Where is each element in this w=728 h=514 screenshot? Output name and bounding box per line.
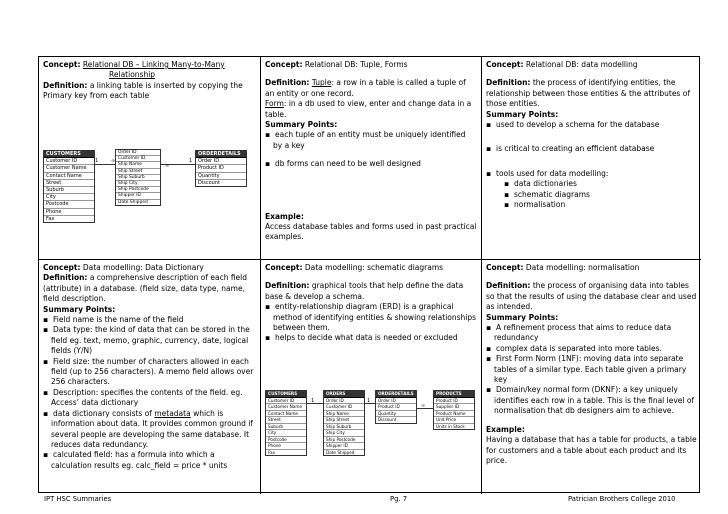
table-field: Customer ID [44,158,94,165]
summary-point: ▪ complex data is separated into more tables. [486,344,697,354]
table-field: Order ID [376,398,416,405]
definition: Definition: graphical tools that help define the data base & develop a schema. [265,281,464,301]
table-field: Suburb [266,424,306,431]
summary-point: ▪ A refinement process that aims to reduce data redundancy [486,323,697,344]
concept-line: Concept: Relational DB – Linking Many-to-Many [43,60,225,69]
table-field: Order ID [196,158,246,165]
cell-schematic-diagrams: Concept: Data modelling: schematic diagrams Definition: graphical tools that help define the data base & develop a schema. ▪ entity-relationship diagram (ERD) is a graphical method of identifying entities & showing relationships between them. ▪ helps to decide what data is needed or excluded CUSTOMERS Customer ID Customer Name Contact Name Street Suburb City Postcode Phone Fax ORDERS Order ID Customer ID Ship Name Ship Street Ship Suburb Ship City Ship Postcode Shipper ID Date Shipped ORDERDETAILS Order ID Product ID Quantity Discount PRODUCTS Product ID Supplier ID Product Name Unit Price Units in Stock 1 1 ∞ [261,260,482,494]
summary-point: ▪ calculated field: has a formula into which a calculation results eg. calc_field = price * units [43,450,256,471]
summary-point: ▪ Field name is the name of the field [43,315,256,325]
footer-right: Patrician Brothers College 2010 [568,495,676,503]
table-field: Shipper ID [324,443,364,450]
summary-point: ▪ data dictionary consists of metadata which is information about data. It provides common ground if several people are developing the same database. It reduces data redundancy. [43,409,256,451]
summary-point: ▪ db forms can need to be well designed [265,159,477,169]
cell-data-dictionary [39,260,261,494]
table-field: Fax [46,215,55,222]
example-text: Having a database that has a table for products, a table for customers and a table about each product and its price. [486,435,697,465]
summary-point: ▪ Domain/key normal form (DKNF): a key uniquely identifies each row in a table. This is the final level of normalisation that db designers aim to achieve. [486,385,697,416]
summary-label: Summary Points: [265,120,338,130]
concept-line: Concept: Relational DB: Tuple, Forms [265,60,408,69]
table-orderdetails: ORDERDETAILS Order ID Product ID Quantity Discount [375,390,417,424]
concept-line: Concept: Data modelling: Data Dictionary [43,263,204,272]
table-field: Product ID [376,404,416,411]
table-field: Order ID [324,398,364,405]
table-field: Quantity [376,411,416,418]
table-field: Product ID [196,165,246,172]
table-field: Ship Name [324,411,364,418]
definition: Definition: the process of identifying entities, the relationship between those entities & the attributes of those entities. [486,78,690,109]
table-field: Contact Name [44,173,94,180]
form-definition: Form: in a db used to view, enter and change data in a table. [265,99,472,119]
summary-point: ▪ used to develop a schema for the database [486,120,697,130]
example-label: Example: [265,211,304,221]
table-products: PRODUCTS Product ID Supplier ID Product Name Unit Price Units in Stock [433,390,475,430]
table-field: Product Name [434,411,474,418]
concept-line: Concept: Data modelling: schematic diagrams [265,263,444,272]
table-field: Ship Suburb [116,175,160,181]
table-field: Postcode [44,201,94,208]
table-orderdetails: ORDERDETAILS Order ID Product ID Quantity Discount [195,150,247,187]
summary-point: ▪ tools used for data modelling: [486,169,697,179]
summary-point: ▪ entity-relationship diagram (ERD) is a graphical method of identifying entities & showing relationships between them. [265,302,477,333]
table-field: Street [44,180,94,187]
sub-point: ▪ data dictionaries [486,179,697,189]
summary-point: ▪ First Form Norm (1NF): moving data into separate tables of a similar type. Each table given a primary key [486,354,697,385]
cell-tuple-forms [261,57,482,260]
table-field: Units in Stock [436,423,465,429]
footer-page-number: Pg. 7 [390,495,408,503]
table-field: Ship Street [324,417,364,424]
cell-many-to-many: Concept: Relational DB – Linking Many-to-Many Relationship Definition: a linking table is inserted by copying the Primary key from each table CUSTOMERS Customer ID Customer Name Contact Name Street Suburb City Postcode Phone Fax Order ID Customer ID Ship Name Ship Street Ship Suburb Ship City Ship Postcode Shipper ID Date Shipped ORDERDETAILS Order ID Product ID Quantity Discount 1 ∞ ∞ 1 [39,57,261,260]
table-field: Ship City [324,430,364,437]
table-field: Fax [268,449,276,455]
concept-line: Concept: Data modelling: normalisation [486,263,640,272]
table-field: Customer ID [266,398,306,405]
definition: Definition: a linking table is inserted by copying the Primary key from each table [43,80,243,101]
example-label: Example: [486,424,525,434]
summary-point: ▪ is critical to creating an efficient database [486,144,697,154]
definition: Definition: Tuple: a row in a table is called a tuple of an entity or one record. [265,78,466,98]
table-field: Ship Postcode [324,437,364,444]
definition: Definition: a comprehensive description of each field (attribute) in a database. (field size, data type, name, field description. [43,273,248,304]
table-field: Ship Name [116,162,160,168]
table-field: Customer ID [324,404,364,411]
table-field: Unit Price [434,417,474,424]
table-orders: ORDERS Order ID Customer ID Ship Name Ship Street Ship Suburb Ship City Ship Postcode Shipper ID Date Shipped [323,390,365,456]
table-customers: CUSTOMERS Customer ID Customer Name Contact Name Street Suburb City Postcode Phone Fax [43,150,95,223]
concept-line: Concept: Relational DB: data modelling [486,60,638,69]
summary-grid [38,56,700,493]
table-field: Ship Street [116,169,160,175]
table-field: Customer ID [116,156,160,162]
table-field: Suburb [44,187,94,194]
footer-left: IPT HSC Summaries [44,495,112,503]
table-field: Discount [198,179,220,186]
table-field: Contact Name [266,411,306,418]
summary-point: ▪ Description: specifies the contents of the field. eg. Access’ data dictionary [43,388,256,409]
table-field: Customer Name [44,165,94,172]
summary-label: Summary Points: [486,312,559,322]
table-field: Quantity [196,173,246,180]
table-field: Ship Suburb [324,424,364,431]
summary-point: ▪ Data type: the kind of data that can be stored in the field eg. text, memo, graphic, currency, date, logical fields (Y/N) [43,325,256,356]
summary-point: ▪ each tuple of an entity must be uniquely identified by a key [265,130,477,151]
table-field: City [266,430,306,437]
example-text: Access database tables and forms used in past practical examples. [265,222,477,242]
table-customers: CUSTOMERS Customer ID Customer Name Contact Name Street Suburb City Postcode Phone Fax [265,390,307,456]
summary-point: ▪ helps to decide what data is needed or excluded [265,333,477,343]
summary-label: Summary Points: [43,304,116,314]
sub-point: ▪ normalisation [486,200,697,210]
table-field: Phone [44,209,94,216]
table-field: Product ID [434,398,474,405]
table-field: Customer Name [266,404,306,411]
table-field: Ship City [116,181,160,187]
table-orders [115,149,161,206]
cell-normalisation [482,260,701,494]
table-field: Postcode [266,437,306,444]
sub-point: ▪ schematic diagrams [486,190,697,200]
table-field: City [44,194,94,201]
cell-data-modelling [482,57,701,260]
table-field: Street [266,417,306,424]
table-field: Phone [266,443,306,450]
table-field: Discount [378,417,397,422]
table-field: Order ID [116,150,160,156]
summary-point: ▪ Field size: the number of characters allowed in each field (up to 256 characters). A memo field allows over 256 characters. [43,357,256,388]
concept-line-cont: Relationship [109,70,156,80]
table-field: Date Shipped [118,199,148,205]
table-field: Date Shipped [326,449,355,455]
table-field: Ship Postcode [116,187,160,193]
definition: Definition: the process of organising data into tables so that the results of using the database clear and used as intended. [486,281,697,312]
summary-label: Summary Points: [486,109,559,119]
table-field: Shipper ID [116,193,160,199]
table-field: Supplier ID [434,404,474,411]
